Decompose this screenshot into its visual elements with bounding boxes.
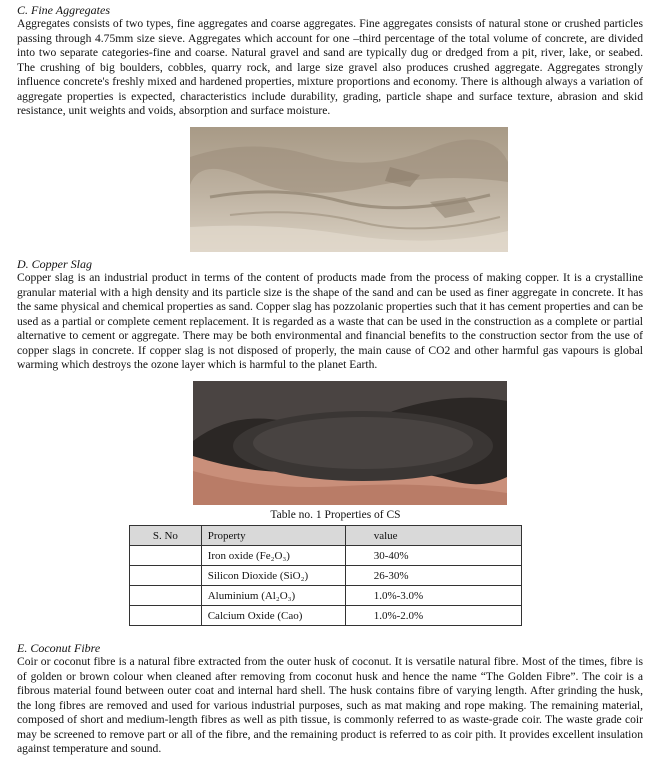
fine-aggregates-photo (190, 127, 508, 252)
cell-sno (130, 606, 202, 626)
header-sno: S. No (130, 526, 202, 546)
section-heading-copper-slag: D. Copper Slag (17, 257, 92, 271)
table-row (130, 606, 522, 626)
table-row (130, 566, 522, 586)
cell-value: 1.0%-3.0% (345, 586, 521, 606)
section-heading-coconut-fibre: E. Coconut Fibre (17, 641, 101, 655)
cell-property: Aluminium (Al₂O₃) (201, 586, 345, 606)
cell-property: Silicon Dioxide (SiO₂) (201, 566, 345, 586)
table-caption: Table no. 1 Properties of CS (270, 509, 401, 521)
fine-aggregates-paragraph: Aggregates consists of two types, fine aggregates and coarse aggregates. Fine aggregates consists of natural stone or crushed particles passing through 4.75mm size sieve. Aggregates which account for one –third percentage of the total volume of concrete, are divided into two separate categories-fine and coarse. Natural gravel and sand are typically dug or dredged from a pit, river, lake, or seabed. The crushing of big boulders, cobbles, quarry rock, and large size gravel also produces crushed aggregate. Aggregates strongly influence concrete's freshly mixed and hardened properties, mixture proportions and economy. There is although always a variation of aggregate properties is expected, characteristics include durability, grading, particle shape and surface texture, abrasion and skid resistance, unit weights and voids, absorption and surface moisture. (17, 17, 643, 117)
table-header-row (130, 526, 522, 546)
cell-property: Calcium Oxide (Cao) (201, 606, 345, 626)
coconut-fibre-paragraph: Coir or coconut fibre is a natural fibre extracted from the outer husk of coconut. It is versatile natural fibre. Most of the times, fibre is of golden or brown colour when cleaned after removing from coconut husk and hence the name “The Golden Fibre”. The coir is a fibrous material found between outer coat and internal hard shell. The husk contains fibre of varying length. After grinding the husk, the long fibres are removed and used for various industrial purposes, such as mat making and rope making. The remaining material, composed of short and medium-length fibres as well as pith tissue, is commonly referred to as waste-grade coir. The waste grade coir may be screened to remove part or all of the fibre, and the remaining product is referred to as coir pith. It provides excellent insulation against temperature and sound. (17, 655, 643, 755)
table-row (130, 546, 522, 566)
copper-slag-photo (193, 381, 507, 505)
header-value: value (345, 526, 521, 546)
properties-table (129, 525, 522, 626)
cell-property: Iron oxide (Fe₂O₃) (201, 546, 345, 566)
cell-value: 30-40% (345, 546, 521, 566)
copper-slag-paragraph: Copper slag is an industrial product in terms of the content of products made from the process of making copper. It is a crystalline granular material with a high density and its particle size is the shape of the sand and can be used as finer aggregate in concrete. It has the same physical and chemical properties as sand. Copper slag has pozzolanic properties such that it has cement properties and can be used as a partial or complete cement replacement. It is regarded as a waste that can be used in the construction as a complete or partial alternative to cement or aggregate. There may be both environmental and financial benefits to the construction sector from the use of copper slags in concrete. If copper slag is not disposed of properly, the main cause of CO2 and other harmful gas vapours is global warming which destroys the ozone layer which is harmful to the planet Earth. (17, 271, 643, 371)
cell-sno (130, 546, 202, 566)
cell-sno (130, 586, 202, 606)
table-row (130, 586, 522, 606)
header-property: Property (201, 526, 345, 546)
section-heading-fine-aggregates: C. Fine Aggregates (17, 3, 110, 17)
cell-value: 26-30% (345, 566, 521, 586)
cell-value: 1.0%-2.0% (345, 606, 521, 626)
cell-sno (130, 566, 202, 586)
